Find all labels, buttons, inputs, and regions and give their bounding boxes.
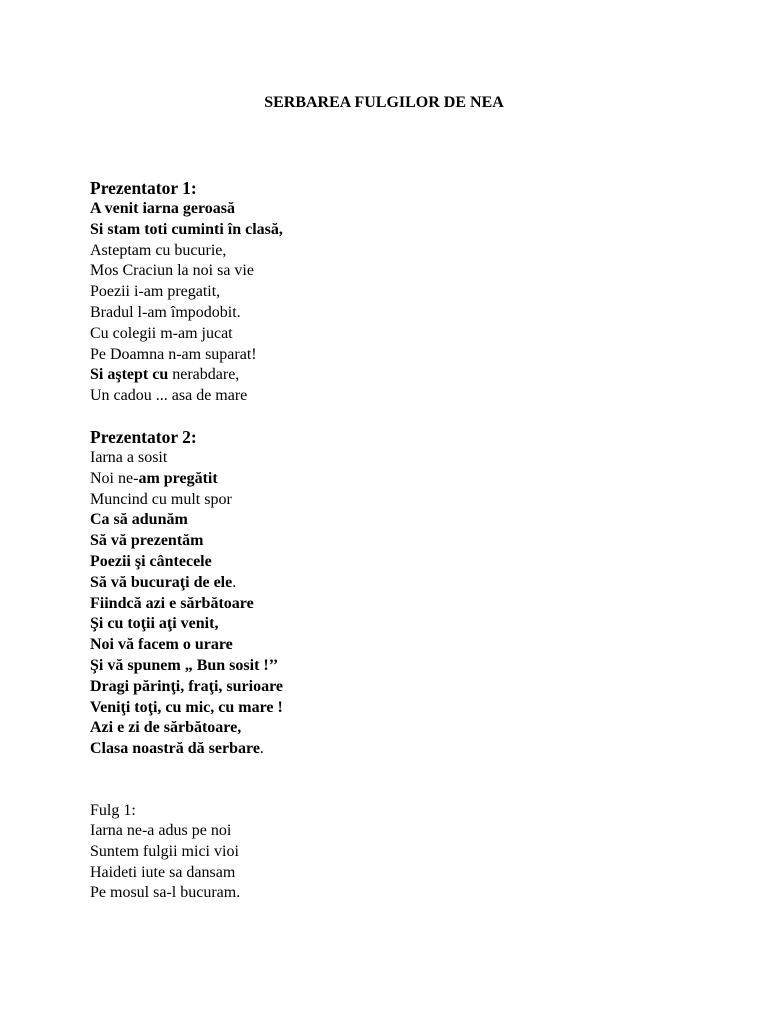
verse-line <box>90 531 690 552</box>
verse-line <box>90 510 690 531</box>
verse-line <box>90 241 690 262</box>
verse-text: Mos Craciun la noi sa vie <box>90 262 254 280</box>
verse-line <box>90 448 690 469</box>
verse-line <box>90 863 690 884</box>
verse-text: Un cadou ... asa de mare <box>90 387 248 405</box>
verse-text: Pe mosul sa-l bucuram. <box>90 884 241 902</box>
document-title: SERBAREA FULGILOR DE NEA <box>264 94 504 111</box>
verse-text: . <box>232 573 237 591</box>
verse-line <box>90 883 690 904</box>
verse-text: Veniţi toţi, cu mic, cu mare ! <box>90 698 283 716</box>
verse-line <box>90 303 690 324</box>
verse-line <box>90 282 690 303</box>
verse-line <box>90 677 690 698</box>
verse-lines <box>90 448 690 760</box>
verse-line <box>90 718 690 739</box>
verse-text: Ca să adunăm <box>90 511 188 529</box>
verse-text: Să vă prezentăm <box>90 532 204 550</box>
verse-text: Fiindcă azi e sărbătoare <box>90 594 254 612</box>
verse-lines <box>90 199 690 407</box>
verse-text: Dragi părinţi, fraţi, surioare <box>90 677 284 695</box>
verse-line <box>90 386 690 407</box>
verse-line <box>90 635 690 656</box>
section-prezentator-1 <box>90 177 690 407</box>
verse-line <box>90 573 690 594</box>
verse-line <box>90 698 690 719</box>
section-heading: Prezentator 1: <box>90 178 197 198</box>
verse-text: Să vă bucuraţi de ele <box>90 573 233 591</box>
verse-line <box>90 220 690 241</box>
verse-line <box>90 614 690 635</box>
verse-line <box>90 469 690 490</box>
verse-text: Suntem fulgii mici vioi <box>90 842 239 860</box>
verse-line <box>90 552 690 573</box>
verse-text: Clasa noastră dă serbare <box>90 740 260 758</box>
verse-text: Si stam toti cuminti în clasă, <box>90 220 283 238</box>
verse-line <box>90 842 690 863</box>
verse-text: Poezii şi cântecele <box>90 552 212 570</box>
verse-text: Pe Doamna n-am suparat! <box>90 345 257 363</box>
verse-line <box>90 345 690 366</box>
verse-text: Cu colegii m-am jucat <box>90 324 233 342</box>
verse-text: Muncind cu mult spor <box>90 490 232 508</box>
section-heading: Fulg 1: <box>90 802 136 819</box>
verse-line <box>90 739 690 760</box>
verse-line <box>90 490 690 511</box>
verse-line <box>90 365 690 386</box>
verse-line <box>90 594 690 615</box>
verse-line <box>90 199 690 220</box>
verse-lines <box>90 821 690 904</box>
section-heading: Prezentator 2: <box>90 427 197 447</box>
verse-text: Iarna ne-a adus pe noi <box>90 822 232 839</box>
verse-text: Poezii i-am pregatit, <box>90 283 221 301</box>
verse-text: Asteptam cu bucurie, <box>90 241 227 259</box>
verse-text: A venit iarna geroasă <box>90 200 236 217</box>
verse-line <box>90 821 690 842</box>
verse-text: Noi vă facem o urare <box>90 636 233 654</box>
verse-text: Şi vă spunem „ Bun sosit !’’ <box>90 656 279 674</box>
verse-text: Noi ne- <box>90 469 139 487</box>
verse-text: am pregătit <box>138 469 218 487</box>
verse-line <box>90 324 690 345</box>
section-prezentator-2 <box>90 426 690 760</box>
verse-text: Bradul l-am împodobit. <box>90 303 241 321</box>
verse-text: . <box>259 740 264 758</box>
verse-text: Iarna a sosit <box>90 449 168 466</box>
verse-line <box>90 656 690 677</box>
verse-line <box>90 261 690 282</box>
section-fulg-1 <box>90 800 690 904</box>
verse-text: Si aştept cu <box>90 366 169 384</box>
verse-text: Azi e zi de sărbătoare, <box>90 719 242 737</box>
verse-text: Şi cu toţii aţi venit, <box>90 615 219 633</box>
verse-text: Haideti iute sa dansam <box>90 863 236 881</box>
verse-text: nerabdare, <box>168 366 240 384</box>
